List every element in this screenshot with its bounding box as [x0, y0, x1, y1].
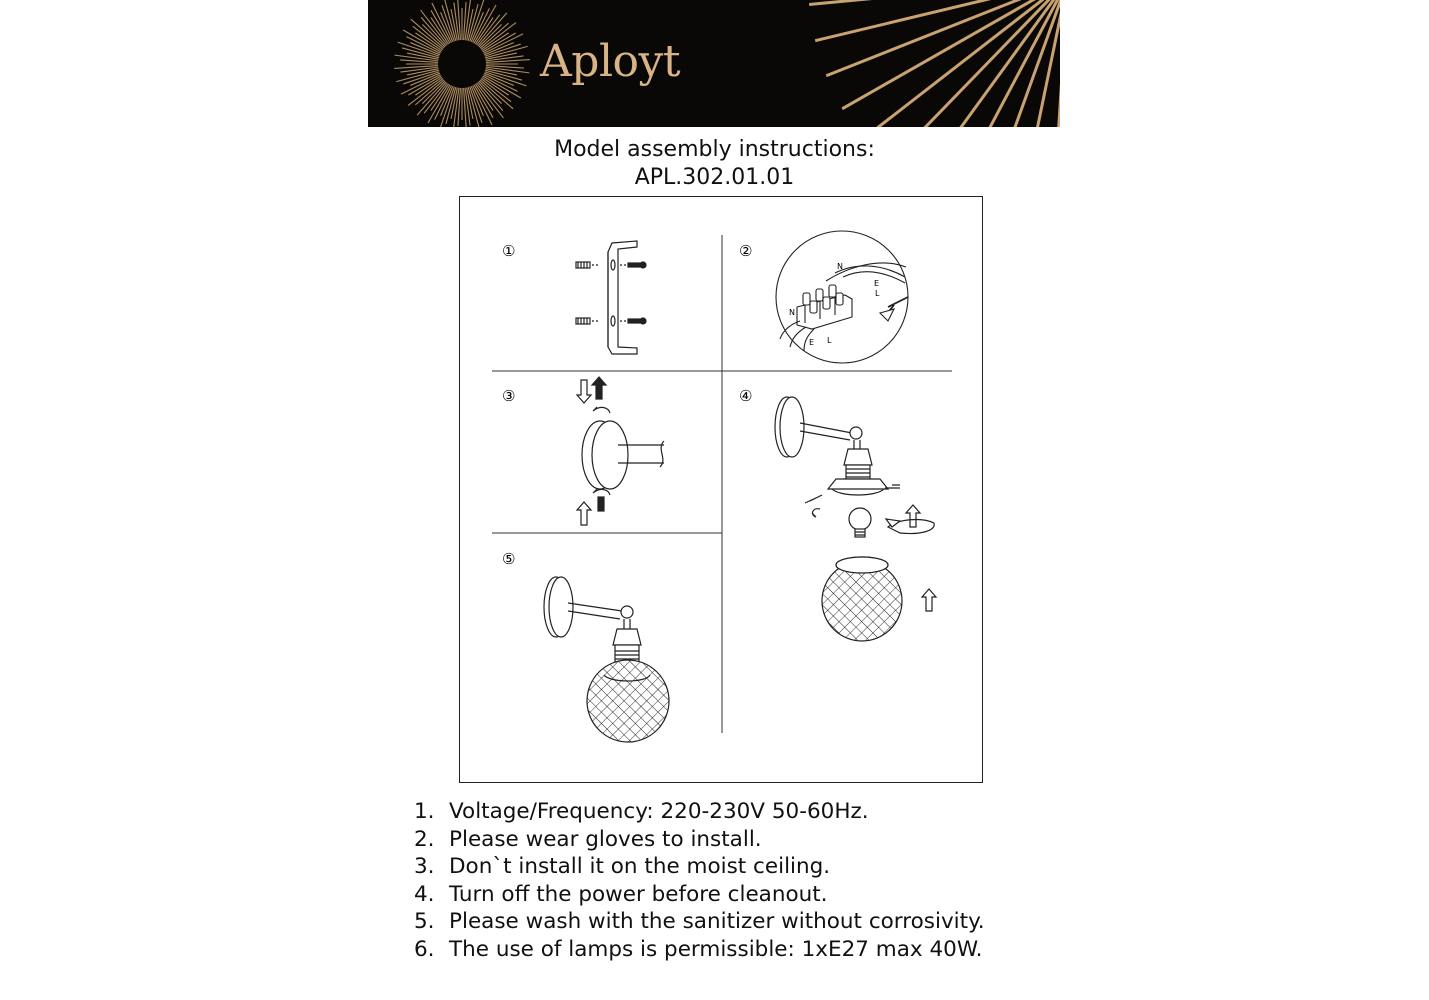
note-text: Voltage/Frequency: 220-230V 50-60Hz.: [449, 799, 869, 824]
wire-label-n-top: N: [837, 262, 843, 271]
note-item: [414, 881, 985, 909]
document-title: Model assembly instructions:: [554, 137, 875, 162]
step-2-label: ②: [739, 242, 753, 260]
safety-notes-list: [414, 798, 985, 964]
step-3-label: ③: [502, 387, 516, 405]
wiring-terminal-icon: [776, 231, 908, 363]
step-1-label: ①: [502, 242, 516, 260]
note-item: [414, 826, 985, 854]
header-banner: [368, 0, 1060, 127]
lamp-assembly-icon: [775, 397, 936, 641]
note-item: [414, 908, 985, 936]
note-item: [414, 798, 985, 826]
model-number: APL.302.01.01: [634, 165, 795, 190]
note-item: [414, 853, 985, 881]
note-number: 5.: [414, 909, 435, 935]
sun-core-icon: [441, 43, 483, 85]
note-number: 2.: [414, 826, 435, 852]
sunburst-decoration: [368, 0, 1060, 127]
step-4-label: ④: [739, 387, 753, 405]
note-number: 4.: [414, 881, 435, 907]
note-text: Don`t install it on the moist ceiling.: [449, 854, 831, 880]
wire-label-l-bottom: L: [827, 336, 832, 345]
step-5-label: ⑤: [502, 550, 516, 568]
assembly-diagram: [459, 196, 983, 783]
mounting-bracket-icon: [608, 241, 637, 354]
assembled-lamp-icon: [544, 577, 669, 742]
wire-label-e-bottom: E: [809, 338, 815, 347]
note-number: 6.: [414, 936, 435, 962]
note-text: Please wear gloves to install.: [449, 826, 762, 852]
brand-logo: Aployt: [540, 36, 681, 87]
note-text: Please wash with the sanitizer without corrosivity.: [449, 909, 985, 935]
wire-label-n-bottom: N: [789, 308, 795, 317]
wall-mount-screws-icon: [577, 377, 664, 525]
note-number: 1.: [414, 799, 435, 824]
note-text: The use of lamps is permissible: 1xE27 max 40W.: [449, 936, 983, 962]
note-text: Turn off the power before cleanout.: [449, 881, 828, 907]
note-number: 3.: [414, 854, 435, 880]
wire-label-e-top: E: [874, 279, 880, 288]
wire-label-l-top: L: [875, 289, 880, 298]
note-item: [414, 936, 985, 964]
